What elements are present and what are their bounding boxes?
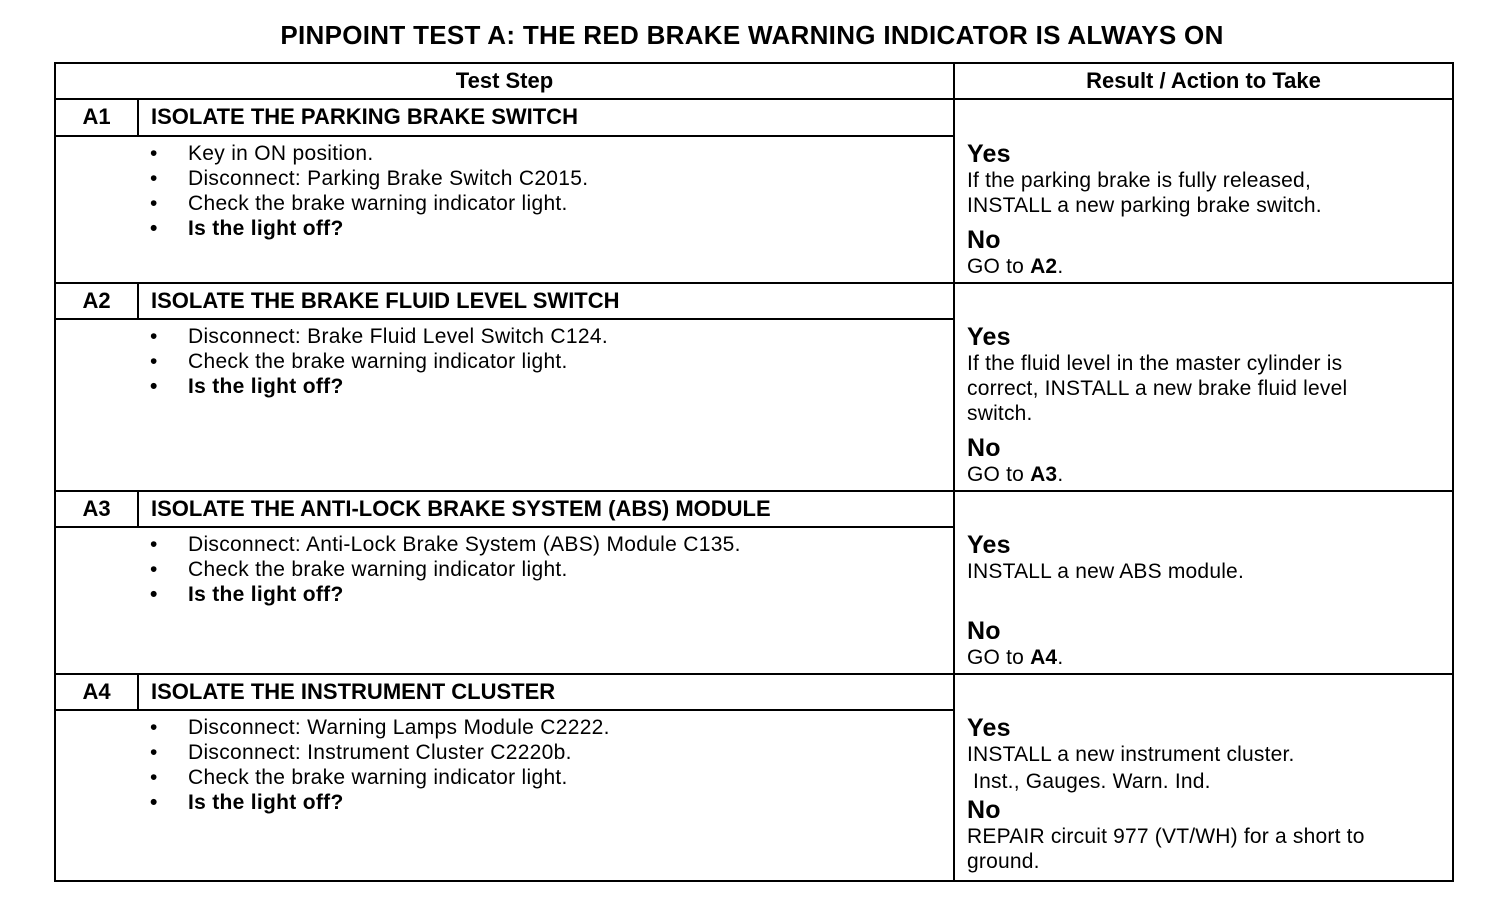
result-block	[967, 140, 1452, 279]
no-action: REPAIR circuit 977 (VT/WH) for a short to	[967, 825, 1365, 848]
no-action	[967, 645, 1452, 670]
step-id: A4	[82, 679, 111, 704]
yes-action: correct, INSTALL a new brake fluid level	[967, 377, 1348, 400]
step-title-divider	[56, 526, 955, 528]
instruction-item: • Disconnect: Brake Fluid Level Switch C124.	[150, 324, 608, 349]
instruction-item: • Disconnect: Instrument Cluster C2220b.	[150, 740, 610, 765]
instruction-item: • Check the brake warning indicator light.	[150, 191, 588, 216]
result-block	[967, 323, 1452, 487]
step-id: A2	[82, 288, 111, 313]
no-label: No	[967, 226, 1001, 254]
step-title-divider	[56, 709, 955, 711]
instruction-item: • Disconnect: Parking Brake Switch C2015.	[150, 166, 588, 191]
column-divider	[953, 64, 955, 880]
no-label: No	[967, 796, 1001, 824]
result-block	[967, 531, 1452, 670]
yes-action: If the parking brake is fully released,	[967, 169, 1311, 192]
yes-label: Yes	[967, 714, 1011, 742]
step-title: ISOLATE THE BRAKE FLUID LEVEL SWITCH	[151, 288, 620, 313]
step-title: ISOLATE THE ANTI-LOCK BRAKE SYSTEM (ABS) MODULE	[151, 496, 771, 521]
step-reference: A3	[1030, 463, 1058, 486]
step-instructions	[150, 532, 741, 607]
yes-action: INSTALL a new ABS module.	[967, 560, 1244, 583]
instruction-item: • Disconnect: Anti-Lock Brake System (ABS) Module C135.	[150, 532, 741, 557]
no-action-text: GO to	[967, 255, 1031, 278]
instruction-item: • Key in ON position.	[150, 141, 588, 166]
step-reference: A2	[1030, 255, 1058, 278]
step-instructions	[150, 715, 610, 815]
yes-action: INSTALL a new instrument cluster.	[967, 743, 1295, 766]
yes-action: INSTALL a new parking brake switch.	[967, 194, 1322, 217]
yes-action: switch.	[967, 402, 1033, 425]
instruction-item: • Disconnect: Warning Lamps Module C2222.	[150, 715, 610, 740]
no-label: No	[967, 434, 1001, 462]
no-action	[967, 254, 1452, 279]
step-title-divider	[56, 135, 955, 137]
reference-note: Inst., Gauges. Warn. Ind.	[967, 770, 1211, 793]
instruction-item: • Check the brake warning indicator light.	[150, 765, 610, 790]
no-action-suffix: .	[1057, 463, 1064, 486]
header-result: Result / Action to Take	[1086, 68, 1321, 93]
step-id: A3	[82, 496, 111, 521]
step-id: A1	[82, 104, 111, 129]
step-instructions	[150, 324, 608, 399]
instruction-question: • Is the light off?	[150, 216, 588, 241]
yes-label: Yes	[967, 140, 1011, 168]
no-action-suffix: .	[1057, 646, 1064, 669]
no-action-suffix: .	[1057, 255, 1064, 278]
step-title: ISOLATE THE INSTRUMENT CLUSTER	[151, 679, 556, 704]
result-block	[967, 714, 1452, 874]
instruction-question: • Is the light off?	[150, 582, 741, 607]
step-instructions	[150, 141, 588, 241]
yes-action: If the fluid level in the master cylinder is	[967, 352, 1343, 375]
no-action: ground.	[967, 850, 1040, 873]
no-action	[967, 462, 1452, 487]
instruction-question: • Is the light off?	[150, 790, 610, 815]
pinpoint-test-table	[54, 62, 1454, 882]
page-title: PINPOINT TEST A: THE RED BRAKE WARNING INDICATOR IS ALWAYS ON	[280, 20, 1224, 50]
no-action-text: GO to	[967, 646, 1031, 669]
step-title-divider	[56, 318, 955, 320]
no-label: No	[967, 617, 1001, 645]
step-title: ISOLATE THE PARKING BRAKE SWITCH	[151, 104, 578, 129]
yes-label: Yes	[967, 531, 1011, 559]
header-test-step: Test Step	[455, 68, 554, 93]
yes-label: Yes	[967, 323, 1011, 351]
no-action-text: GO to	[967, 463, 1031, 486]
step-reference: A4	[1030, 646, 1058, 669]
instruction-item: • Check the brake warning indicator light.	[150, 557, 741, 582]
instruction-question: • Is the light off?	[150, 374, 608, 399]
instruction-item: • Check the brake warning indicator light.	[150, 349, 608, 374]
